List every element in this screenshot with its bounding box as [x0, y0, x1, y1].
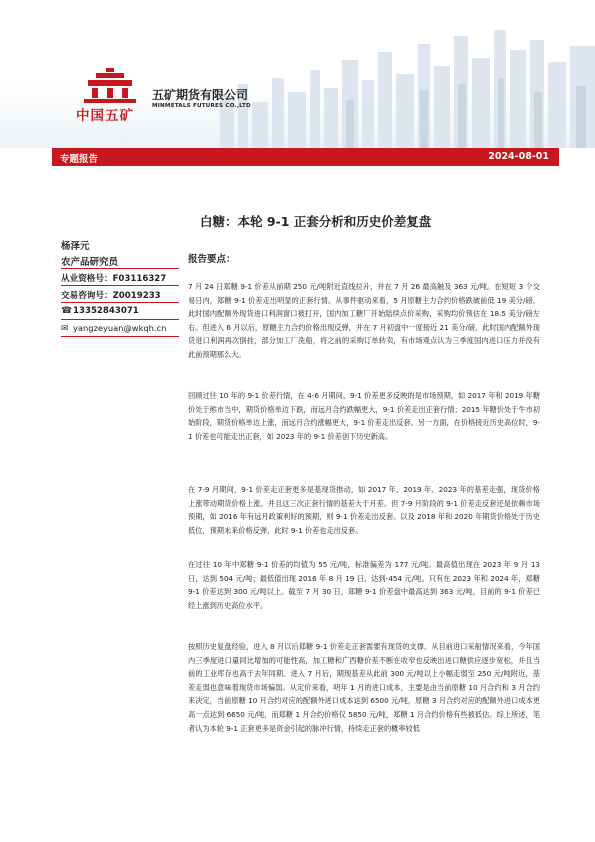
- summary-paragraph-3: 在 7-9 月期间，9-1 价差走正套更多是基现货推动，如 2017 年、2019 年、2023 年的基差走强，现货价格上涨带动期货价格上涨。并且这三次正套行情的基差大于月差。但 7-9 月阶段的 9-1 价差走反套还是依赖市场预期，如 2016 年有远月政策利好的预期，则 9-1 价差走出反套。以及 2018 年和 2020 年期货价格处于历史低位，预期未来价格反弹，此时 9-1 价差也走出反套。: [188, 485, 540, 535]
- consult-number: 交易咨询号：Z0019233: [61, 291, 161, 301]
- report-banner: [52, 148, 559, 166]
- author-role: 农产品研究员: [61, 257, 119, 268]
- sidebar-divider: [61, 302, 179, 303]
- sidebar-divider: [61, 336, 179, 337]
- qualification-number: 从业资格号：F03116327: [61, 274, 167, 284]
- email-line[interactable]: [61, 323, 166, 334]
- report-date: 2024-08-01: [488, 151, 549, 162]
- phone-number: 13352843071: [73, 306, 139, 316]
- summary-paragraph-1: 7 月 24 日郑糖 9-1 价差从前期 250 元/吨附近直线拉升，并在 7 月 26 最高触及 363 元/吨。在短短 3 个交易日内，郑糖 9-1 价差走出明显的正套行情。从事件驱动来看，5 月原糖主力合约价格跌破前低 19 美分/磅，此时国内配额外现货进口利润窗口被打开，国内加工糖厂开始陆续点价采购，采购均价预估在 18.5 美分/磅左右。但进入 6 月以后，原糖主力合约价格出现反弹，并在 7 月初盘中一度接近 21 美分/磅，此时国内配额外现货进口利润再次倒挂，部分加工厂洗船，将之前的采购订单转卖，有市场观点认为三季度国内进口压力并没有此前预期那么大。: [188, 282, 540, 359]
- summary-heading: 报告要点：: [188, 254, 236, 265]
- page-header: [0, 0, 595, 148]
- logo-wordmark: 中国五矿: [76, 108, 134, 124]
- author-name: 杨泽元: [61, 241, 90, 252]
- phone-icon: ☎: [61, 306, 73, 316]
- company-name-cn: 五矿期货有限公司: [152, 88, 249, 102]
- sidebar-divider: [61, 268, 179, 269]
- email-address[interactable]: yangzeyuan@wkqh.cn: [73, 323, 167, 333]
- report-type-label: 专题报告: [60, 154, 99, 165]
- envelope-icon: ✉: [61, 324, 69, 334]
- summary-paragraph-2: 回顾过往 10 年的 9-1 价差行情，在 4-6 月期间，9-1 价差更多反映的是市场预期，如 2017 年和 2019 年糖价处于熊市当中，期货价格单边下跌，而远月合约跌幅更大，9-1 价差走出正套行情；2015 年糖价处于牛市初始阶段，期货价格单边上涨，而远月合约涨幅更大，9-1 价差走出反套。另一方面，在价格接近历史高位时，9-1 价差也可能走出正套，如 2023 年的 9-1 价差创下历史新高。: [188, 391, 540, 441]
- phone-line: [61, 306, 139, 316]
- sidebar-divider: [61, 319, 179, 320]
- summary-paragraph-4: 在过往 10 年中郑糖 9-1 价差的均值为 55 元/吨，标准偏差为 177 元/吨。最高值出现在 2023 年 9 月 13 日，达到 504 元/吨；最低值出现 2016 年 8 月 19 日，达到-454 元/吨。只有在 2023 年和 2024 年，郑糖 9-1 价差达到 300 元/吨以上。截至 7 月 30 日，郑糖 9-1 价差盘中最高达到 363 元/吨，目前的 9-1 价差已经上涨到历史高位水平。: [188, 560, 540, 610]
- summary-paragraph-5: 按照历史复盘经验，进入 8 月以后郑糖 9-1 价差走正套需要有现货的支撑。从目前进口采船情况来看，今年国内三季度进口量同比增加的可能性高，加工糖和广西糖价差不断在收窄也反映出进口糖供应逐步宽松，并且当前的工业库存也高于去年同期。进入 7 月后，期现基差从此前 300 元/吨以上小幅走弱至 250 元/吨附近，基差走弱也意味着现货市场偏弱。从定价来看，明年 1 月的进口成本，主要是由当前原糖 10 月合约和 3 月合约来决定，当前原糖 10 月合约对应的配额外进口成本达到 6500 元/吨，原糖 3 月合约对应的配额外进口成本更高一点达到 6650 元/吨，而郑糖 1 月合约价格仅 5850 元/吨，郑糖 1 月合约价格有些被低估。综上所述，笔者认为本轮 9-1 正套更多是资金引起的脉冲行情，持续走正套的概率较低: [188, 642, 540, 733]
- china-minmetals-logo: [82, 66, 138, 104]
- sidebar-divider: [61, 285, 179, 286]
- document-title: 白糖：本轮 9-1 正套分析和历史价差复盘: [200, 214, 432, 229]
- company-name-en: MINMETALS FUTURES CO.,LTD: [152, 103, 251, 109]
